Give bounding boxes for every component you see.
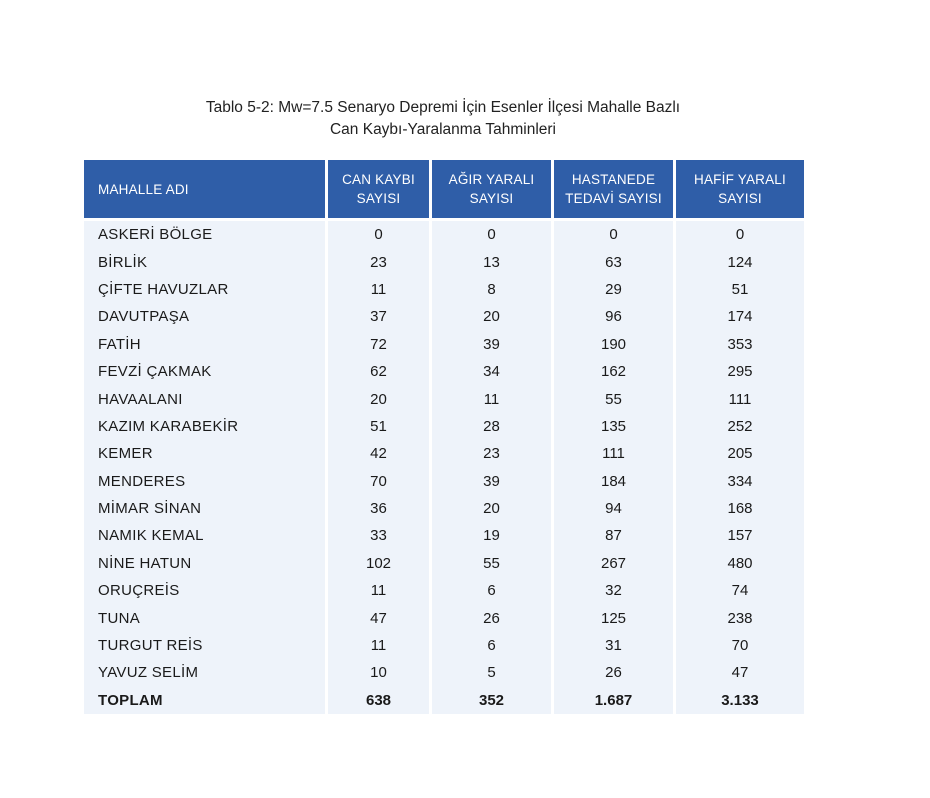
light-injury-count: 70 — [676, 632, 804, 659]
hospital-treatment-count: 135 — [554, 413, 676, 440]
light-injury-count: 238 — [676, 604, 804, 631]
death-count: 36 — [328, 495, 432, 522]
neighborhood-name: NİNE HATUN — [84, 550, 328, 577]
light-injury-count: 47 — [676, 659, 804, 686]
light-injury-count: 74 — [676, 577, 804, 604]
light-injury-count: 174 — [676, 303, 804, 330]
table-row — [84, 331, 804, 358]
header-neighborhood-label: MAHALLE ADI — [98, 181, 189, 197]
table-body — [84, 221, 804, 714]
hospital-treatment-count: 26 — [554, 659, 676, 686]
severe-injury-count: 5 — [432, 659, 554, 686]
light-injury-count: 252 — [676, 413, 804, 440]
table-row — [84, 276, 804, 303]
hospital-treatment-count: 55 — [554, 385, 676, 412]
total-hospital: 1.687 — [554, 687, 676, 714]
light-injury-count: 0 — [676, 221, 804, 248]
severe-injury-count: 34 — [432, 358, 554, 385]
light-injury-count: 480 — [676, 550, 804, 577]
light-injury-count: 111 — [676, 385, 804, 412]
severe-injury-count: 39 — [432, 468, 554, 495]
severe-injury-count: 19 — [432, 522, 554, 549]
light-injury-count: 124 — [676, 248, 804, 275]
death-count: 62 — [328, 358, 432, 385]
header-light-injury — [676, 160, 804, 221]
severe-injury-count: 26 — [432, 604, 554, 631]
light-injury-count: 157 — [676, 522, 804, 549]
table-row — [84, 550, 804, 577]
header-hospital-line-2: TEDAVİ SAYISI — [565, 191, 662, 206]
table-row — [84, 385, 804, 412]
neighborhood-name: BİRLİK — [84, 248, 328, 275]
severe-injury-count: 28 — [432, 413, 554, 440]
neighborhood-name: KEMER — [84, 440, 328, 467]
total-severe: 352 — [432, 687, 554, 714]
neighborhood-name: TUNA — [84, 604, 328, 631]
death-count: 72 — [328, 331, 432, 358]
table-row — [84, 303, 804, 330]
caption-line-1: Tablo 5-2: Mw=7.5 Senaryo Depremi İçin Esenler İlçesi Mahalle Bazlı — [205, 99, 681, 116]
header-severe-line-1: AĞIR YARALI — [448, 172, 535, 187]
neighborhood-name: MENDERES — [84, 468, 328, 495]
severe-injury-count: 23 — [432, 440, 554, 467]
death-count: 11 — [328, 632, 432, 659]
death-count: 51 — [328, 413, 432, 440]
neighborhood-name: FEVZİ ÇAKMAK — [84, 358, 328, 385]
header-death-line-1: CAN KAYBI — [342, 172, 415, 187]
death-count: 11 — [328, 577, 432, 604]
hospital-treatment-count: 125 — [554, 604, 676, 631]
table-row — [84, 604, 804, 631]
light-injury-count: 334 — [676, 468, 804, 495]
light-injury-count: 205 — [676, 440, 804, 467]
table-row — [84, 659, 804, 686]
neighborhood-name: DAVUTPAŞA — [84, 303, 328, 330]
death-count: 23 — [328, 248, 432, 275]
severe-injury-count: 39 — [432, 331, 554, 358]
death-count: 42 — [328, 440, 432, 467]
table-row — [84, 577, 804, 604]
table-header — [84, 160, 804, 221]
header-hospital-treatment — [554, 160, 676, 221]
severe-injury-count: 20 — [432, 303, 554, 330]
total-death: 638 — [328, 687, 432, 714]
casualty-table — [84, 160, 804, 714]
death-count: 11 — [328, 276, 432, 303]
header-light-line-2: SAYISI — [718, 191, 762, 206]
hospital-treatment-count: 0 — [554, 221, 676, 248]
hospital-treatment-count: 96 — [554, 303, 676, 330]
neighborhood-name: ÇİFTE HAVUZLAR — [84, 276, 328, 303]
total-label: TOPLAM — [84, 687, 328, 714]
neighborhood-name: FATİH — [84, 331, 328, 358]
death-count: 33 — [328, 522, 432, 549]
neighborhood-name: TURGUT REİS — [84, 632, 328, 659]
hospital-treatment-count: 32 — [554, 577, 676, 604]
light-injury-count: 353 — [676, 331, 804, 358]
neighborhood-name: HAVAALANI — [84, 385, 328, 412]
neighborhood-name: YAVUZ SELİM — [84, 659, 328, 686]
total-row — [84, 687, 804, 714]
severe-injury-count: 55 — [432, 550, 554, 577]
table-row — [84, 632, 804, 659]
caption-line-2: Can Kaybı-Yaralanma Tahminleri — [329, 121, 556, 138]
header-death-count — [328, 160, 432, 221]
table-caption — [0, 97, 886, 141]
hospital-treatment-count: 94 — [554, 495, 676, 522]
hospital-treatment-count: 162 — [554, 358, 676, 385]
header-severe-line-2: SAYISI — [469, 191, 514, 206]
header-death-line-2: SAYISI — [356, 191, 401, 206]
header-hospital-line-1: HASTANEDE — [571, 172, 656, 187]
death-count: 37 — [328, 303, 432, 330]
death-count: 10 — [328, 659, 432, 686]
table-row — [84, 522, 804, 549]
death-count: 20 — [328, 385, 432, 412]
severe-injury-count: 20 — [432, 495, 554, 522]
hospital-treatment-count: 29 — [554, 276, 676, 303]
table-row — [84, 495, 804, 522]
neighborhood-name: MİMAR SİNAN — [84, 495, 328, 522]
severe-injury-count: 6 — [432, 577, 554, 604]
table-row — [84, 468, 804, 495]
header-severe-injury — [432, 160, 554, 221]
severe-injury-count: 13 — [432, 248, 554, 275]
neighborhood-name: NAMIK KEMAL — [84, 522, 328, 549]
light-injury-count: 168 — [676, 495, 804, 522]
hospital-treatment-count: 63 — [554, 248, 676, 275]
table-row — [84, 413, 804, 440]
light-injury-count: 51 — [676, 276, 804, 303]
light-injury-count: 295 — [676, 358, 804, 385]
hospital-treatment-count: 31 — [554, 632, 676, 659]
neighborhood-name: ORUÇREİS — [84, 577, 328, 604]
table-row — [84, 440, 804, 467]
hospital-treatment-count: 190 — [554, 331, 676, 358]
total-light: 3.133 — [676, 687, 804, 714]
hospital-treatment-count: 184 — [554, 468, 676, 495]
severe-injury-count: 0 — [432, 221, 554, 248]
header-light-line-1: HAFİF YARALI — [694, 172, 786, 187]
death-count: 0 — [328, 221, 432, 248]
death-count: 102 — [328, 550, 432, 577]
table-row — [84, 221, 804, 248]
severe-injury-count: 11 — [432, 385, 554, 412]
severe-injury-count: 6 — [432, 632, 554, 659]
severe-injury-count: 8 — [432, 276, 554, 303]
table-row — [84, 358, 804, 385]
death-count: 70 — [328, 468, 432, 495]
hospital-treatment-count: 87 — [554, 522, 676, 549]
neighborhood-name: ASKERİ BÖLGE — [84, 221, 328, 248]
hospital-treatment-count: 267 — [554, 550, 676, 577]
header-neighborhood — [84, 160, 328, 221]
hospital-treatment-count: 111 — [554, 440, 676, 467]
death-count: 47 — [328, 604, 432, 631]
neighborhood-name: KAZIM KARABEKİR — [84, 413, 328, 440]
table-row — [84, 248, 804, 275]
